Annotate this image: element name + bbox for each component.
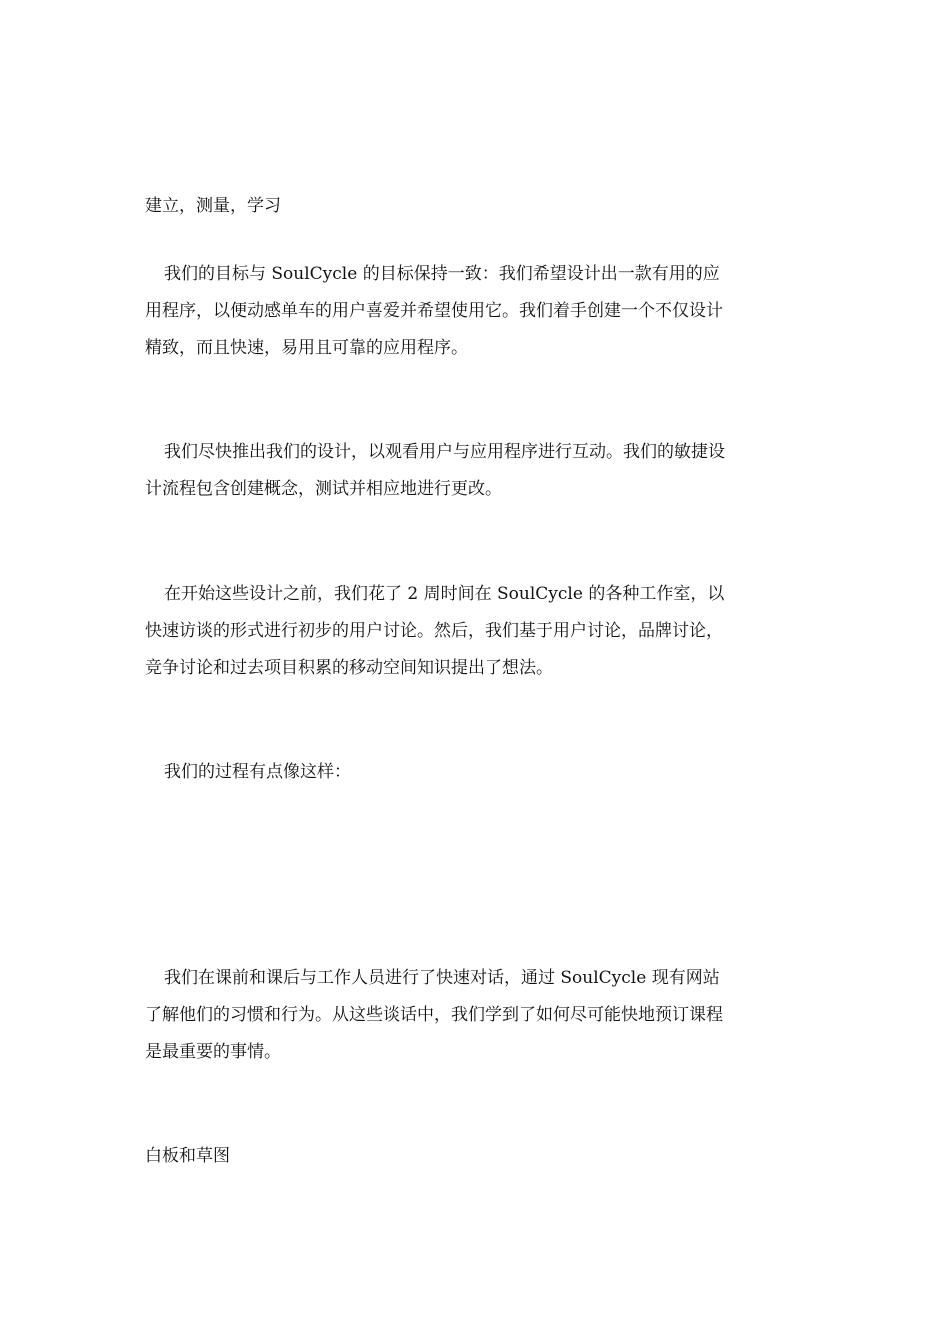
paragraph-line: 精致，而且快速，易用且可靠的应用程序。 xyxy=(145,338,468,358)
paragraph-line: 是最重要的事情。 xyxy=(145,1042,281,1062)
paragraph-line: 我们尽快推出我们的设计，以观看用户与应用程序进行互动。我们的敏捷设 xyxy=(164,442,725,462)
paragraph-process-intro xyxy=(145,754,815,791)
section-heading-build-measure-learn: 建立，测量，学习 xyxy=(145,196,281,216)
section-heading-whiteboard-sketches: 白板和草图 xyxy=(145,1146,230,1166)
paragraph-line: 计流程包含创建概念，测试并相应地进行更改。 xyxy=(145,479,502,499)
paragraph-line: 我们的目标与 SoulCycle 的目标保持一致：我们希望设计出一款有用的应 xyxy=(164,264,720,284)
paragraph-line: 了解他们的习惯和行为。从这些谈话中，我们学到了如何尽可能快地预订课程 xyxy=(145,1005,723,1025)
paragraph-staff-conversations xyxy=(145,960,815,1071)
paragraph-line: 我们的过程有点像这样： xyxy=(164,762,351,782)
paragraph-line: 我们在课前和课后与工作人员进行了快速对话，通过 SoulCycle 现有网站 xyxy=(164,968,720,988)
paragraph-user-research xyxy=(145,576,815,687)
paragraph-line: 快速访谈的形式进行初步的用户讨论。然后，我们基于用户讨论，品牌讨论， xyxy=(145,621,723,641)
paragraph-line: 在开始这些设计之前，我们花了 2 周时间在 SoulCycle 的各种工作室，以 xyxy=(164,584,725,604)
paragraph-line: 用程序，以便动感单车的用户喜爱并希望使用它。我们着手创建一个不仅设计 xyxy=(145,301,723,321)
paragraph-agile-process xyxy=(145,434,815,508)
paragraph-goal xyxy=(145,256,815,367)
paragraph-line: 竞争讨论和过去项目积累的移动空间知识提出了想法。 xyxy=(145,658,553,678)
